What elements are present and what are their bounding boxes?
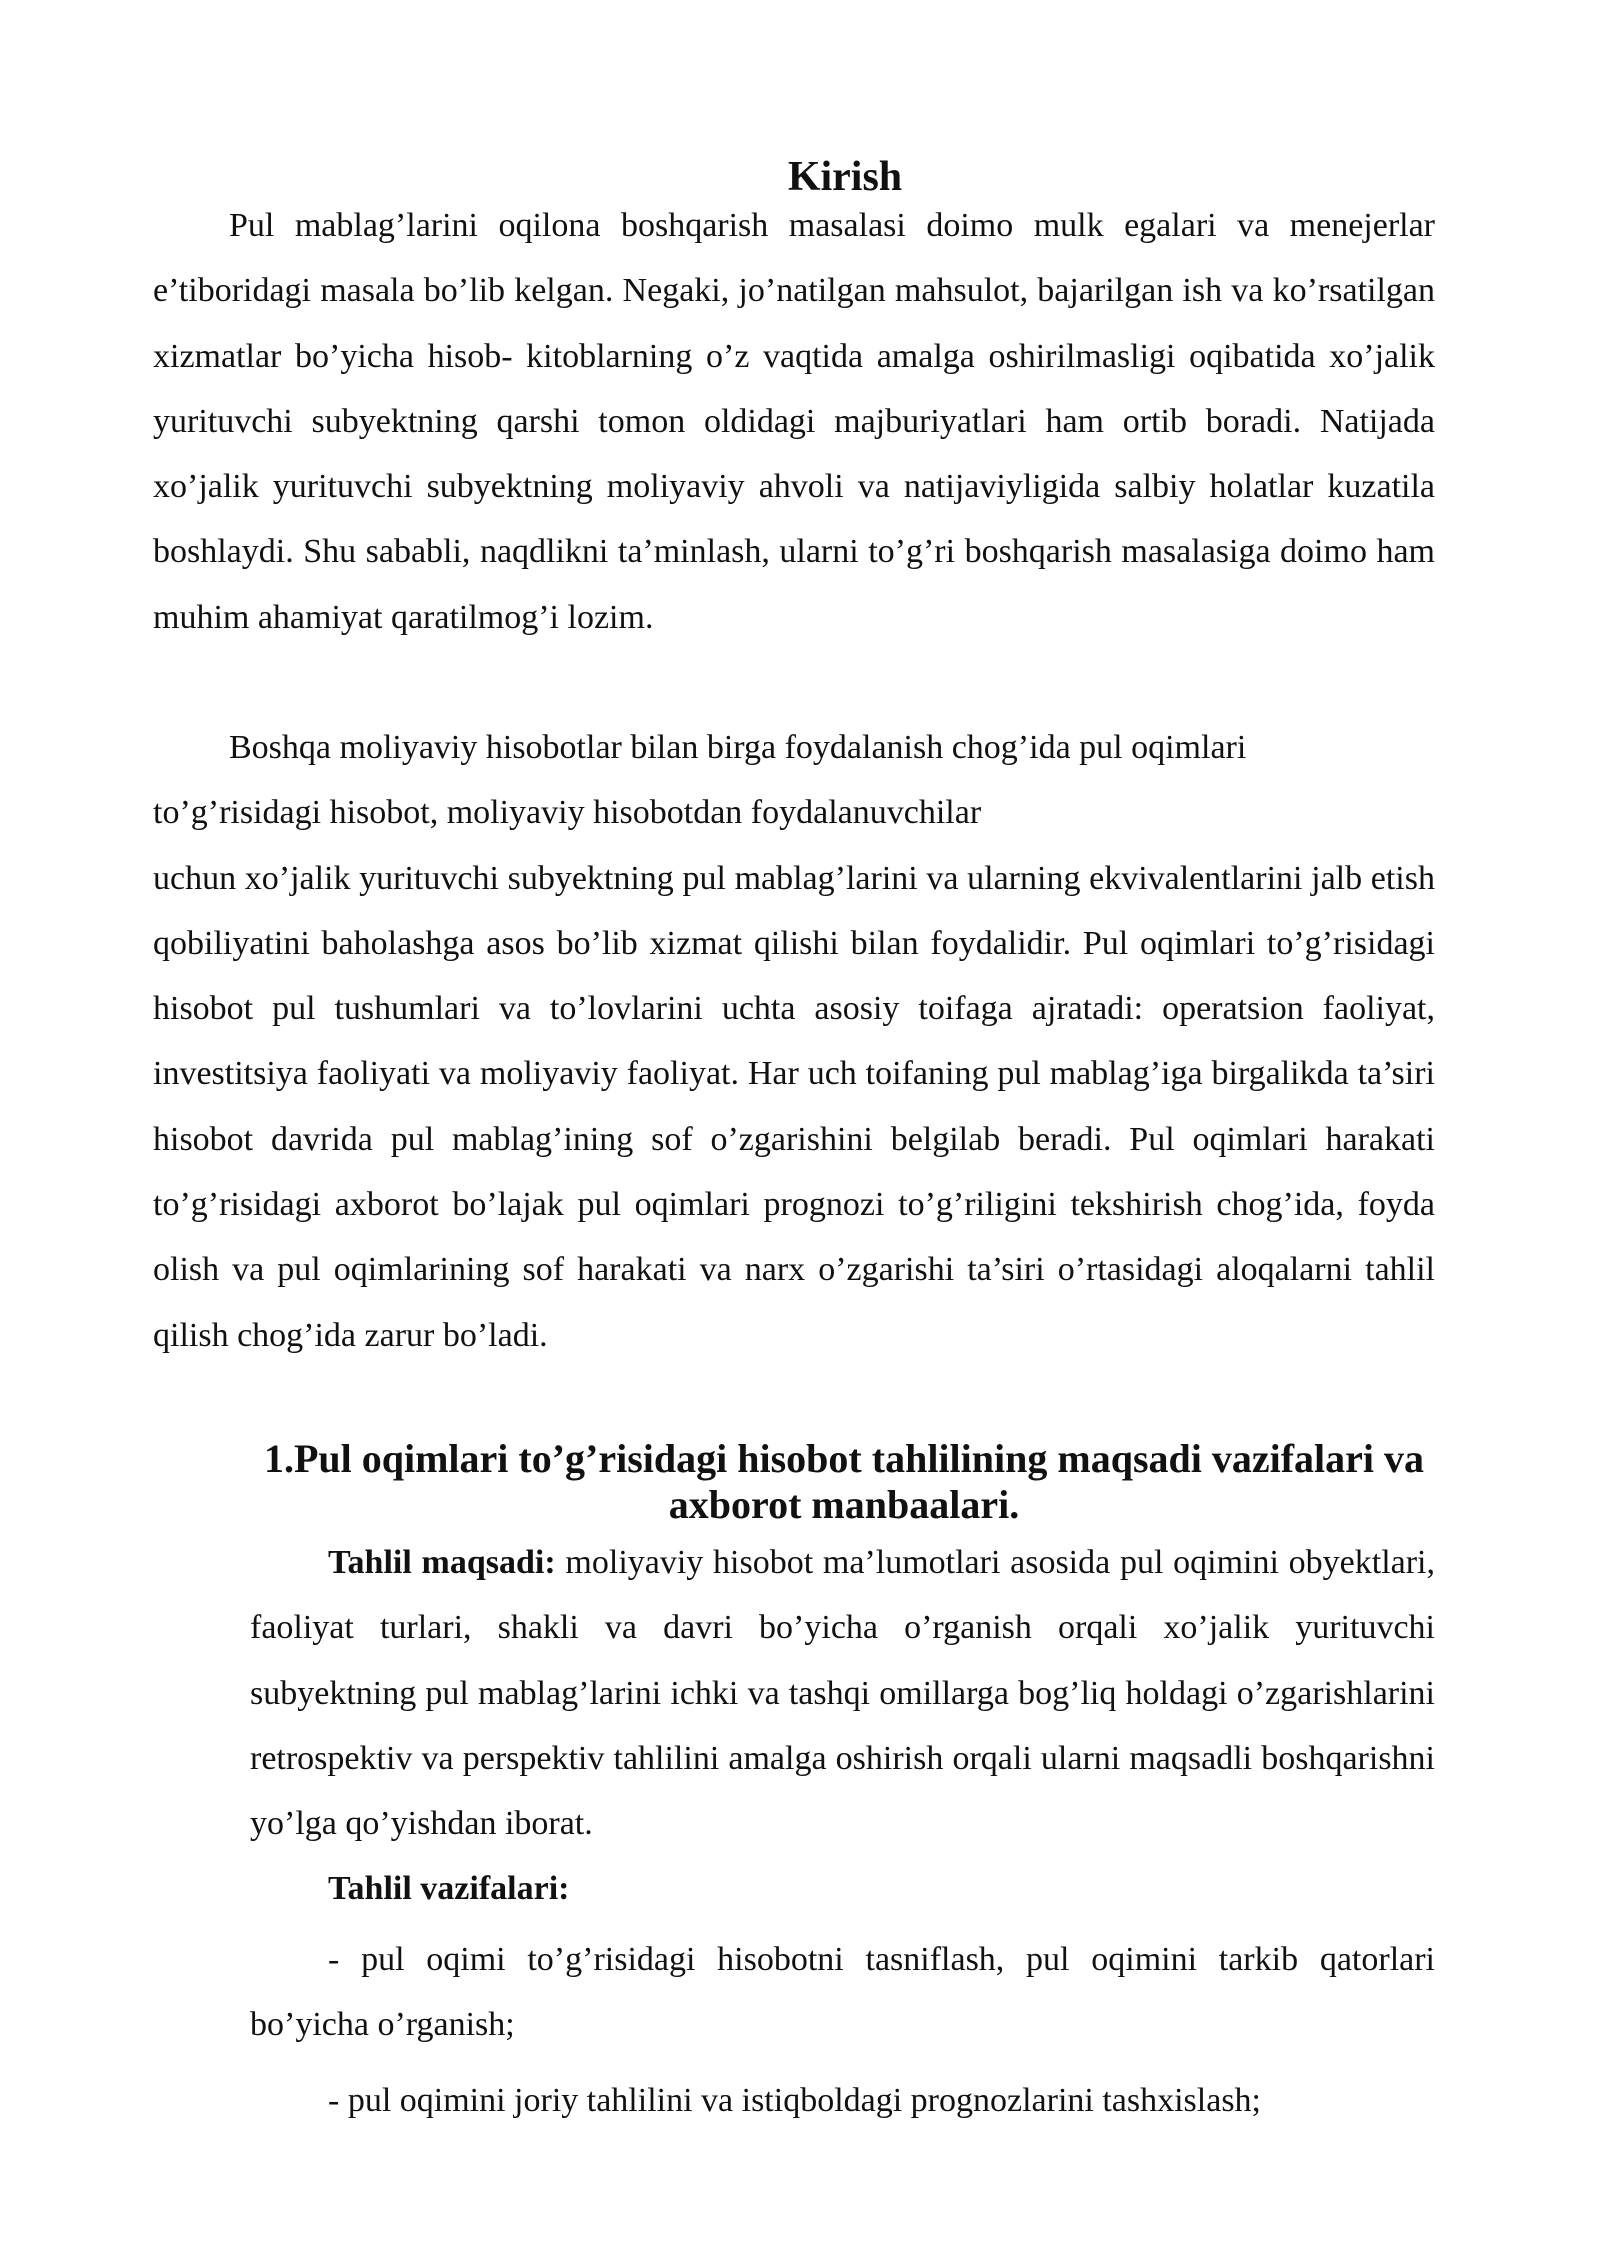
section-heading: 1.Pul oqimlari to’g’risidagi hisobot tahlilining maqsadi vazifalari va axborot manbaalari. xyxy=(263,1436,1425,1527)
analysis-goal-label: Tahlil maqsadi: xyxy=(328,1544,556,1581)
intro-paragraph-1: Pul mablag’larini oqilona boshqarish masalasi doimo mulk egalari va menejerlar e’tiboridagi masala bo’lib kelgan. Negaki, jo’natilgan mahsulot, bajarilgan ish va ko’rsatilgan xizmatlar bo’yicha hisob- kitoblarning o’z vaqtida amalga oshirilmasligi oqibatida xo’jalik yurituvchi subyektning qarshi tomon oldidagi majburiyatlari ham ortib boradi. Natijada xo’jalik yurituvchi subyektning moliyaviy ahvoli va natijaviyligida salbiy holatlar kuzatila boshlaydi. Shu sababli, naqdlikni ta’minlash, ularni to’g’ri boshqarish masalasiga doimo ham muhim ahamiyat qaratilmog’i lozim. xyxy=(153,207,1435,636)
document-title: Kirish xyxy=(787,154,903,200)
analysis-task-1: - pul oqimi to’g’risidagi hisobotni tasniflash, pul oqimini tarkib qatorlari bo’yicha o’rganish; xyxy=(250,1941,1435,2044)
intro-paragraph-2-rest: uchun xo’jalik yurituvchi subyektning pul mablag’larini va ularning ekvivalentlarini jalb etish qobiliyatini baholashga asos bo’lib xizmat qilishi bilan foydalidir. Pul oqimlari to’g’risidagi hisobot pul tushumlari va to’lovlarini uchta asosiy toifaga ajratadi: operatsion faoliyat, investitsiya faoliyati va moliyaviy faoliyat. Har uch toifaning pul mablag’iga birgalikda ta’siri hisobot davrida pul mablag’ining sof o’zgarishini belgilab beradi. Pul oqimlari harakati to’g’risidagi axborot bo’lajak pul oqimlari prognozi to’g’riligini tekshirish chog’ida, foyda olish va pul oqimlarining sof harakati va narx o’zgarishi ta’siri o’rtasidagi aloqalarni tahlil qilish chog’ida zarur bo’ladi. xyxy=(153,859,1435,1354)
analysis-goal-text: moliyaviy hisobot ma’lumotlari asosida pul oqimini obyektlari, faoliyat turlari, shakli va davri bo’yicha o’rganish orqali xo’jalik yurituvchi subyektning pul mablag’larini ichki va tashqi omillarga bog’liq holdagi o’zgarishlarini retrospektiv va perspektiv tahlilini amalga oshirish orqali ularni maqsadli boshqarishni yo’lga qo’yishdan iborat. xyxy=(250,1544,1435,1843)
analysis-tasks-label: Tahlil vazifalari: xyxy=(328,1870,570,1907)
analysis-task-2: - pul oqimini joriy tahlilini va istiqboldagi prognozlarini tashxislash; xyxy=(328,2082,1262,2119)
intro-paragraph-2-line-1: Boshqa moliyaviy hisobotlar bilan birga foydalanish chog’ida pul oqimlari xyxy=(229,729,1247,766)
analysis-goal-paragraph xyxy=(250,1530,1435,1856)
intro-paragraph-2 xyxy=(153,715,1435,1368)
intro-paragraph-2-line-2: to’g’risidagi hisobot, moliyaviy hisobotdan foydalanuvchilar xyxy=(153,794,982,832)
